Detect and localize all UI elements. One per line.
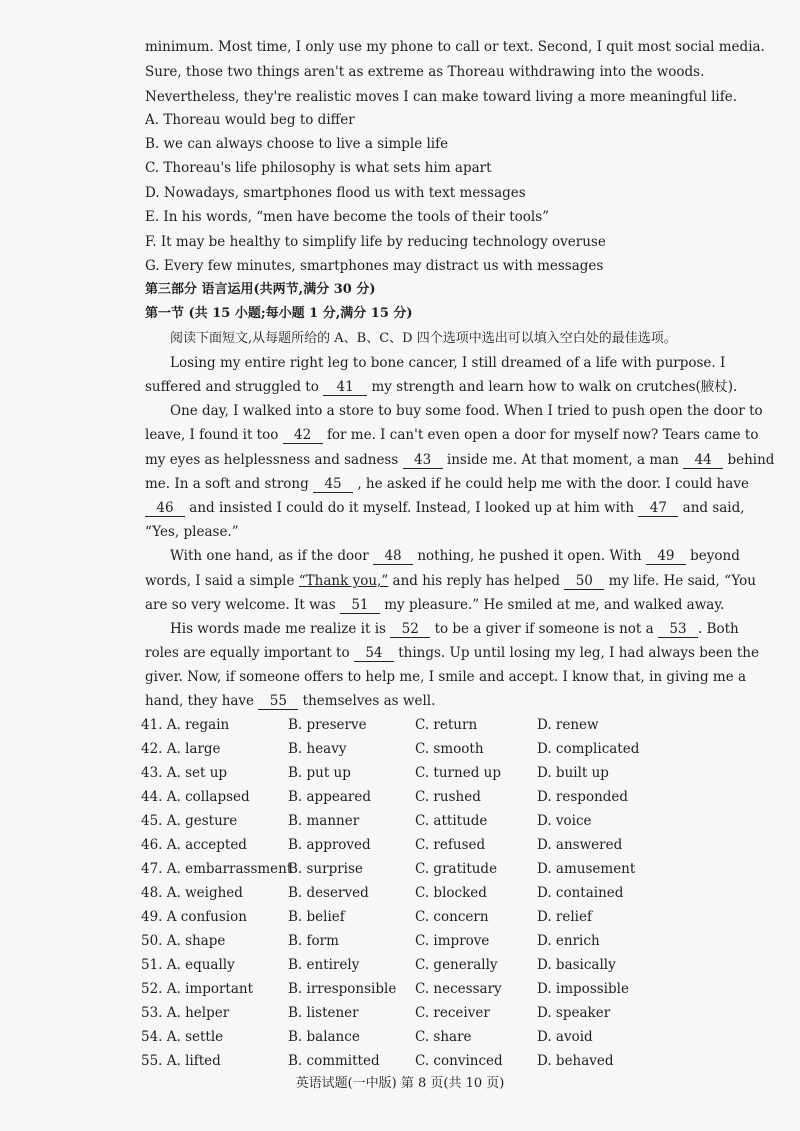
seven-option: A. Thoreau would beg to differ bbox=[145, 112, 355, 128]
section1-heading: 第一节 (共 15 小题;每小题 1 分,满分 15 分) bbox=[145, 306, 413, 321]
seven-option: E. In his words, “men have become the tools of their tools” bbox=[145, 209, 550, 225]
question-option-c: C. attitude bbox=[415, 813, 488, 829]
question-option-d: D. behaved bbox=[537, 1053, 614, 1069]
blank-52: 52 bbox=[390, 622, 430, 638]
question-option-d: D. amusement bbox=[537, 861, 636, 877]
question-option-c: C. gratitude bbox=[415, 861, 498, 877]
question-option-a: 42. A. large bbox=[141, 741, 221, 757]
cloze-text: themselves as well. bbox=[302, 693, 436, 709]
question-option-b: B. balance bbox=[288, 1029, 360, 1045]
question-option-c: C. return bbox=[415, 717, 478, 733]
question-option-c: C. convinced bbox=[415, 1053, 503, 1069]
question-option-a: 41. A. regain bbox=[141, 717, 230, 733]
question-option-d: D. answered bbox=[537, 837, 623, 853]
cloze-text: His words made me realize it is bbox=[170, 621, 386, 637]
question-option-c: C. smooth bbox=[415, 741, 484, 757]
question-option-b: B. belief bbox=[288, 909, 345, 925]
cloze-text: inside me. At that moment, a man bbox=[446, 452, 679, 468]
question-option-c: C. share bbox=[415, 1029, 472, 1045]
question-option-a: 46. A. accepted bbox=[141, 837, 247, 853]
question-option-d: D. responded bbox=[537, 789, 629, 805]
cloze-text: . Both bbox=[697, 621, 739, 637]
question-option-b: B. heavy bbox=[288, 741, 347, 757]
question-option-d: D. impossible bbox=[537, 981, 629, 997]
question-option-a: 53. A. helper bbox=[141, 1005, 230, 1021]
cloze-line bbox=[145, 692, 435, 710]
passage-line: minimum. Most time, I only use my phone to call or text. Second, I quit most social media. bbox=[145, 39, 765, 55]
blank-45: 45 bbox=[313, 477, 353, 493]
cloze-text: roles are equally important to bbox=[145, 645, 350, 661]
cloze-text: and insisted I could do it myself. Instead, I looked up at him with bbox=[189, 500, 635, 516]
passage-line: Nevertheless, they're realistic moves I can make toward living a more meaningful life. bbox=[145, 89, 738, 105]
question-option-c: C. generally bbox=[415, 957, 498, 973]
cloze-text: leave, I found it too bbox=[145, 427, 279, 443]
blank-47: 47 bbox=[638, 501, 678, 517]
cloze-text: my life. He said, “You bbox=[608, 573, 756, 589]
question-option-a: 54. A. settle bbox=[141, 1029, 224, 1045]
cloze-text: hand, they have bbox=[145, 693, 255, 709]
blank-49: 49 bbox=[646, 549, 686, 565]
seven-option: B. we can always choose to live a simple life bbox=[145, 136, 449, 152]
cloze-text: my strength and learn how to walk on crutches(腋杖). bbox=[371, 379, 738, 395]
page-footer: 英语试题(一中版) 第 8 页(共 10 页) bbox=[295, 1076, 505, 1091]
question-option-b: B. listener bbox=[288, 1005, 359, 1021]
question-option-c: C. necessary bbox=[415, 981, 502, 997]
question-option-b: B. preserve bbox=[288, 717, 367, 733]
question-option-d: D. built up bbox=[537, 765, 609, 781]
blank-48: 48 bbox=[373, 549, 413, 565]
question-option-d: D. contained bbox=[537, 885, 624, 901]
part3-heading: 第三部分 语言运用(共两节,满分 30 分) bbox=[145, 282, 376, 297]
cloze-text: , he asked if he could help me with the door. I could have bbox=[357, 476, 749, 492]
question-option-a: 47. A. embarrassment bbox=[141, 861, 293, 877]
question-option-b: B. appeared bbox=[288, 789, 371, 805]
question-option-d: D. relief bbox=[537, 909, 592, 925]
question-option-b: B. manner bbox=[288, 813, 360, 829]
question-option-c: C. blocked bbox=[415, 885, 487, 901]
thank-you-phrase: “Thank you,” bbox=[298, 573, 389, 589]
seven-option: D. Nowadays, smartphones flood us with text messages bbox=[145, 185, 526, 201]
seven-option: C. Thoreau's life philosophy is what sets him apart bbox=[145, 160, 492, 176]
question-option-b: B. entirely bbox=[288, 957, 360, 973]
cloze-line bbox=[170, 547, 740, 565]
question-option-c: C. refused bbox=[415, 837, 486, 853]
blank-43: 43 bbox=[403, 453, 443, 469]
passage-line: Sure, those two things aren't as extreme as Thoreau withdrawing into the woods. bbox=[145, 64, 705, 80]
question-option-a: 51. A. equally bbox=[141, 957, 235, 973]
question-option-c: C. turned up bbox=[415, 765, 501, 781]
question-option-d: D. basically bbox=[537, 957, 616, 973]
cloze-line bbox=[170, 620, 739, 638]
blank-50: 50 bbox=[564, 574, 604, 590]
cloze-line bbox=[145, 378, 737, 396]
cloze-line bbox=[145, 451, 774, 469]
cloze-text: my pleasure.” He smiled at me, and walked away. bbox=[384, 597, 725, 613]
question-option-a: 44. A. collapsed bbox=[141, 789, 250, 805]
cloze-text: beyond bbox=[690, 548, 740, 564]
seven-option: G. Every few minutes, smartphones may distract us with messages bbox=[145, 258, 604, 274]
blank-42: 42 bbox=[283, 428, 323, 444]
cloze-line bbox=[145, 596, 724, 614]
seven-option: F. It may be healthy to simplify life by reducing technology overuse bbox=[145, 234, 606, 250]
cloze-line: Losing my entire right leg to bone cancer, I still dreamed of a life with purpose. I bbox=[170, 355, 726, 371]
question-option-b: B. put up bbox=[288, 765, 351, 781]
cloze-text: me. In a soft and strong bbox=[145, 476, 309, 492]
blank-46: 46 bbox=[145, 501, 185, 517]
cloze-line bbox=[145, 499, 745, 517]
question-option-b: B. form bbox=[288, 933, 339, 949]
cloze-text: behind bbox=[727, 452, 775, 468]
instruction: 阅读下面短文,从每题所给的 A、B、C、D 四个选项中选出可以填入空白处的最佳选项。 bbox=[170, 331, 677, 346]
blank-54: 54 bbox=[354, 646, 394, 662]
question-option-d: D. enrich bbox=[537, 933, 600, 949]
question-option-d: D. avoid bbox=[537, 1029, 593, 1045]
question-option-a: 43. A. set up bbox=[141, 765, 228, 781]
cloze-text: things. Up until losing my leg, I had always been the bbox=[398, 645, 759, 661]
cloze-text: words, I said a simple bbox=[145, 573, 295, 589]
question-option-c: C. improve bbox=[415, 933, 490, 949]
cloze-line: One day, I walked into a store to buy some food. When I tried to push open the door to bbox=[170, 403, 763, 419]
cloze-line bbox=[145, 644, 759, 662]
question-option-c: C. receiver bbox=[415, 1005, 490, 1021]
question-option-b: B. surprise bbox=[288, 861, 363, 877]
question-option-a: 50. A. shape bbox=[141, 933, 226, 949]
question-option-b: B. committed bbox=[288, 1053, 380, 1069]
blank-44: 44 bbox=[683, 453, 723, 469]
cloze-text: and said, bbox=[682, 500, 745, 516]
question-option-a: 45. A. gesture bbox=[141, 813, 238, 829]
cloze-text: are so very welcome. It was bbox=[145, 597, 336, 613]
blank-55: 55 bbox=[258, 694, 298, 710]
cloze-text: suffered and struggled to bbox=[145, 379, 319, 395]
cloze-text: to be a giver if someone is not a bbox=[434, 621, 654, 637]
question-option-b: B. deserved bbox=[288, 885, 369, 901]
cloze-text: and his reply has helped bbox=[392, 573, 561, 589]
cloze-line bbox=[145, 475, 749, 493]
cloze-text: With one hand, as if the door bbox=[170, 548, 369, 564]
question-option-a: 48. A. weighed bbox=[141, 885, 243, 901]
blank-53: 53 bbox=[658, 622, 698, 638]
cloze-line: “Yes, please.” bbox=[145, 524, 239, 540]
question-option-b: B. irresponsible bbox=[288, 981, 397, 997]
cloze-line bbox=[145, 572, 756, 590]
cloze-text: nothing, he pushed it open. With bbox=[417, 548, 642, 564]
question-option-c: C. rushed bbox=[415, 789, 481, 805]
question-option-c: C. concern bbox=[415, 909, 489, 925]
question-option-b: B. approved bbox=[288, 837, 371, 853]
cloze-line: giver. Now, if someone offers to help me, I smile and accept. I know that, in giving me a bbox=[145, 669, 747, 685]
question-option-d: D. complicated bbox=[537, 741, 640, 757]
question-option-a: 52. A. important bbox=[141, 981, 254, 997]
blank-41: 41 bbox=[323, 380, 367, 396]
cloze-text: for me. I can't even open a door for myself now? Tears came to bbox=[326, 427, 759, 443]
question-option-d: D. speaker bbox=[537, 1005, 611, 1021]
cloze-text: my eyes as helplessness and sadness bbox=[145, 452, 399, 468]
cloze-line bbox=[145, 426, 759, 444]
question-option-d: D. renew bbox=[537, 717, 599, 733]
question-option-a: 49. A confusion bbox=[141, 909, 247, 925]
blank-51: 51 bbox=[340, 598, 380, 614]
question-option-a: 55. A. lifted bbox=[141, 1053, 221, 1069]
question-option-d: D. voice bbox=[537, 813, 592, 829]
